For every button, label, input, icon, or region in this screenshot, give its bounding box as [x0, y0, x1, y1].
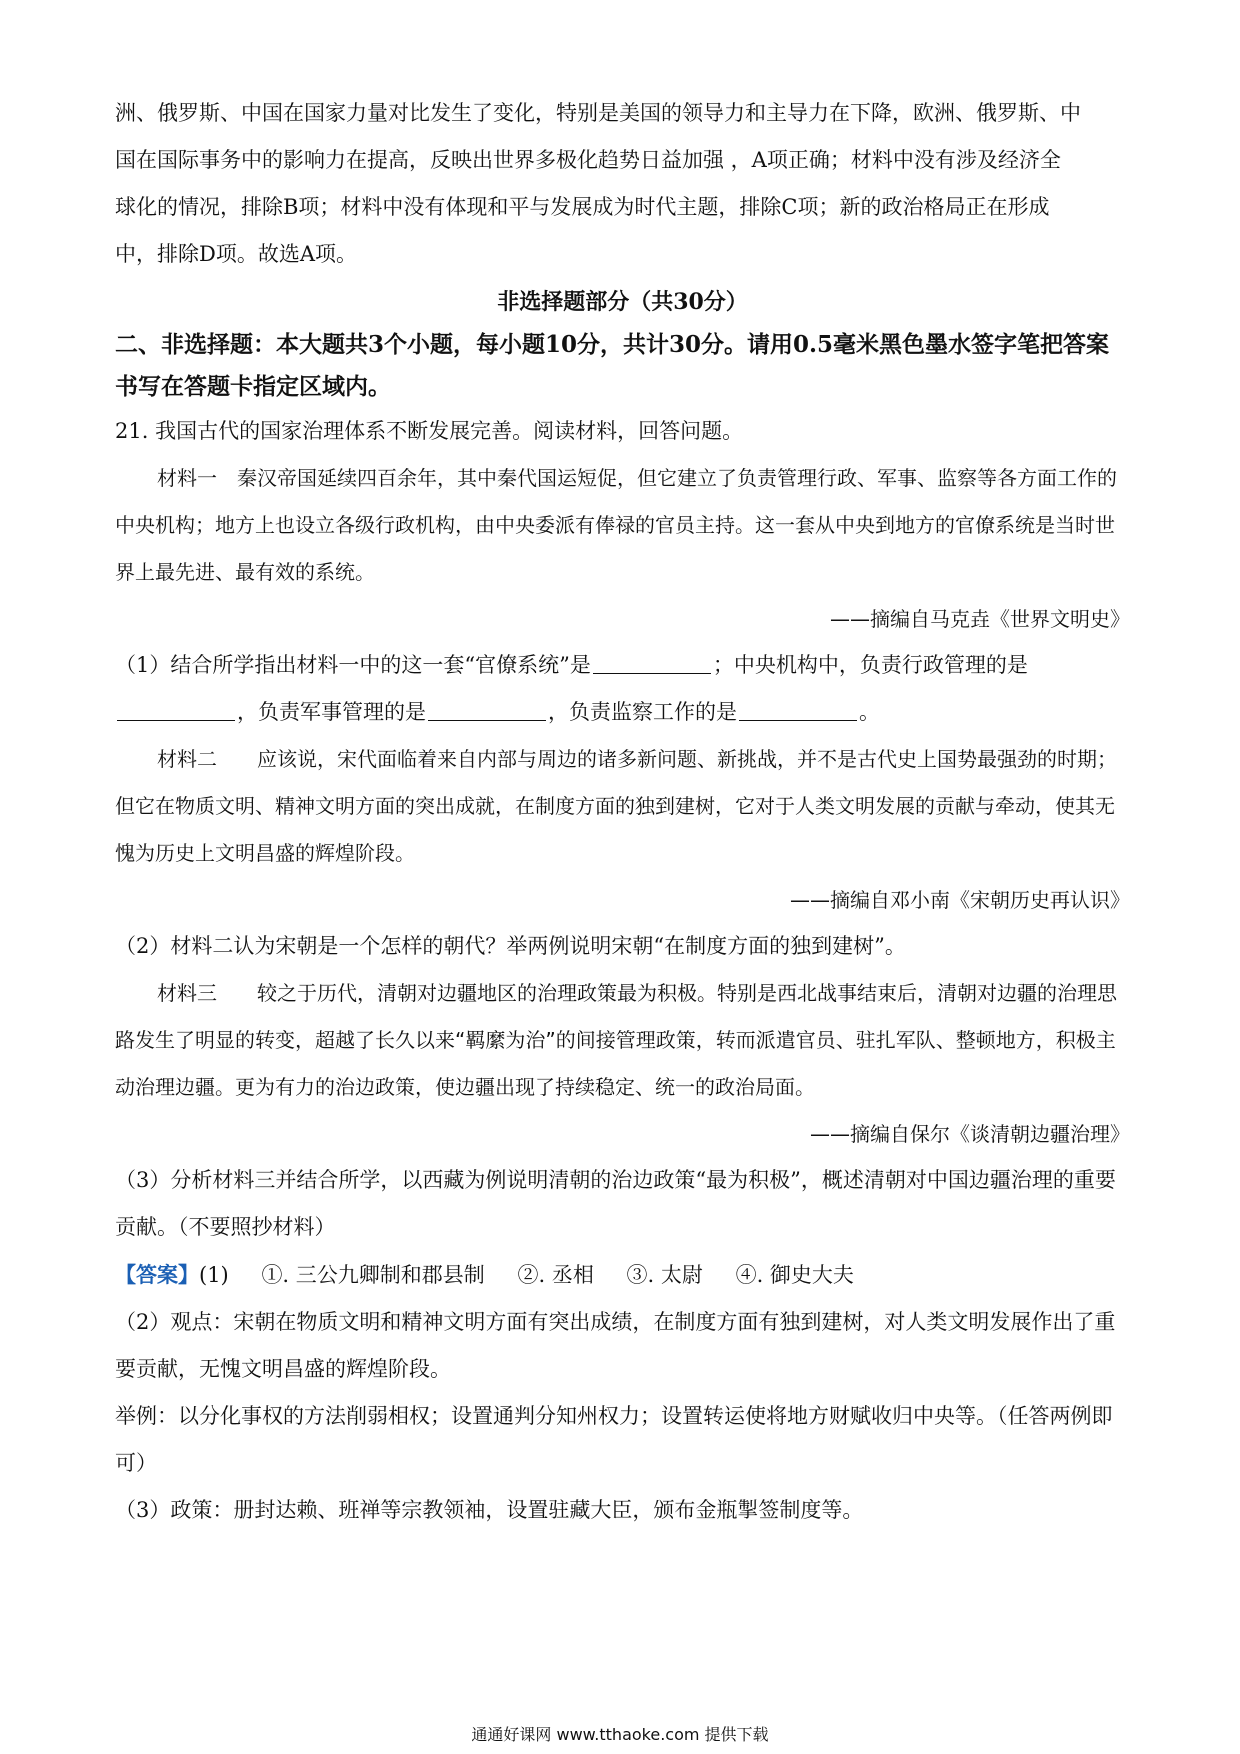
question-3: （3）分析材料三并结合所学，以西藏为例说明清朝的治边政策“最为积极”，概述清朝对中国边疆治理的重要贡献。（不要照抄材料） — [115, 1168, 1116, 1239]
answer-1-item: ①. 三公九卿制和郡县制 — [261, 1263, 485, 1287]
answer-blank[interactable] — [117, 698, 235, 721]
answer-1-item: ②. 丞相 — [517, 1263, 594, 1287]
material-two-source: ——摘编自邓小南《宋朝历史再认识》 — [790, 888, 1130, 912]
material-one-source: ——摘编自马克垚《世界文明史》 — [830, 607, 1130, 631]
question-2: （2）材料二认为宋朝是一个怎样的朝代？举两例说明宋朝“在制度方面的独到建树”。 — [115, 934, 906, 958]
q1-text: ，负责军事管理的是 — [237, 700, 426, 724]
section-instructions: 二、非选择题：本大题共3个小题，每小题10分，共计30分。请用0.5毫米黑色墨水签字笔把答案书写在答题卡指定区域内。 — [115, 331, 1110, 400]
footer-watermark: 通通好课网 www.tthaoke.com 提供下载 — [471, 1725, 769, 1744]
paragraph-line: 国在国际事务中的影响力在提高，反映出世界多极化趋势日益加强 ，A项正确；材料中没有涉及经济全 — [115, 148, 1061, 172]
answer-2-examples: 举例：以分化事权的方法削弱相权；设置通判分知州权力；设置转运使将地方财赋收归中央等。（任答两例即可） — [115, 1404, 1113, 1475]
paragraph-line: 球化的情况，排除B项；材料中没有体现和平与发展成为时代主题，排除C项；新的政治格局正在形成 — [115, 195, 1050, 219]
q1-text: 。 — [859, 700, 880, 724]
answer-1-label: (1) — [199, 1263, 229, 1287]
answer-blank[interactable] — [428, 698, 546, 721]
q1-text: ，负责监察工作的是 — [548, 700, 737, 724]
material-three-source: ——摘编自保尔《谈清朝边疆治理》 — [810, 1122, 1130, 1146]
q1-text: （1）结合所学指出材料一中的这一套“官僚系统”是 — [115, 653, 591, 677]
answer-blank[interactable] — [739, 698, 857, 721]
paragraph-line: 洲、俄罗斯、中国在国家力量对比发生了变化，特别是美国的领导力和主导力在下降，欧洲、俄罗斯、中 — [115, 101, 1081, 125]
answer-3: （3）政策：册封达赖、班禅等宗教领袖，设置驻藏大臣，颁布金瓶掣签制度等。 — [115, 1498, 864, 1522]
q1-text: ；中央机构中，负责行政管理的是 — [712, 653, 1028, 677]
paragraph-line: 中，排除D项。故选A项。 — [115, 242, 358, 266]
question-1 — [115, 642, 1130, 736]
answer-1-item: ④. 御史大夫 — [735, 1263, 854, 1287]
answer-1 — [115, 1251, 1130, 1299]
material-three: 材料三 较之于历代，清朝对边疆地区的治理政策最为积极。特别是西北战事结束后，清朝对边疆的治理思路发生了明显的转变，超越了长久以来“羁縻为治”的间接管理政策，转而派遣官员、驻扎军队、整顿地方，积极主动治理边疆。更为有力的治边政策，使边疆出现了持续稳定、统一的政治局面。 — [115, 981, 1117, 1099]
answer-tag: 【答案】 — [115, 1262, 199, 1287]
answer-blank[interactable] — [593, 651, 711, 674]
section-title: 非选择题部分（共30分） — [497, 289, 748, 315]
material-two: 材料二 应该说，宋代面临着来自内部与周边的诸多新问题、新挑战，并不是古代史上国势最强劲的时期；但它在物质文明、精神文明方面的突出成就，在制度方面的独到建树，它对于人类文明发展的贡献与牵动，使其无愧为历史上文明昌盛的辉煌阶段。 — [115, 747, 1117, 865]
material-one: 材料一 秦汉帝国延续四百余年，其中秦代国运短促，但它建立了负责管理行政、军事、监察等各方面工作的中央机构；地方上也设立各级行政机构，由中央委派有俸禄的官员主持。这一套从中央到地方的官僚系统是当时世界上最先进、最有效的系统。 — [115, 466, 1117, 584]
answer-1-item: ③. 太尉 — [626, 1263, 703, 1287]
question-stem: 21. 我国古代的国家治理体系不断发展完善。阅读材料，回答问题。 — [115, 419, 744, 443]
answer-2-view: （2）观点：宋朝在物质文明和精神文明方面有突出成绩，在制度方面有独到建树，对人类文明发展作出了重要贡献，无愧文明昌盛的辉煌阶段。 — [115, 1310, 1116, 1381]
document-page — [115, 90, 1130, 1534]
